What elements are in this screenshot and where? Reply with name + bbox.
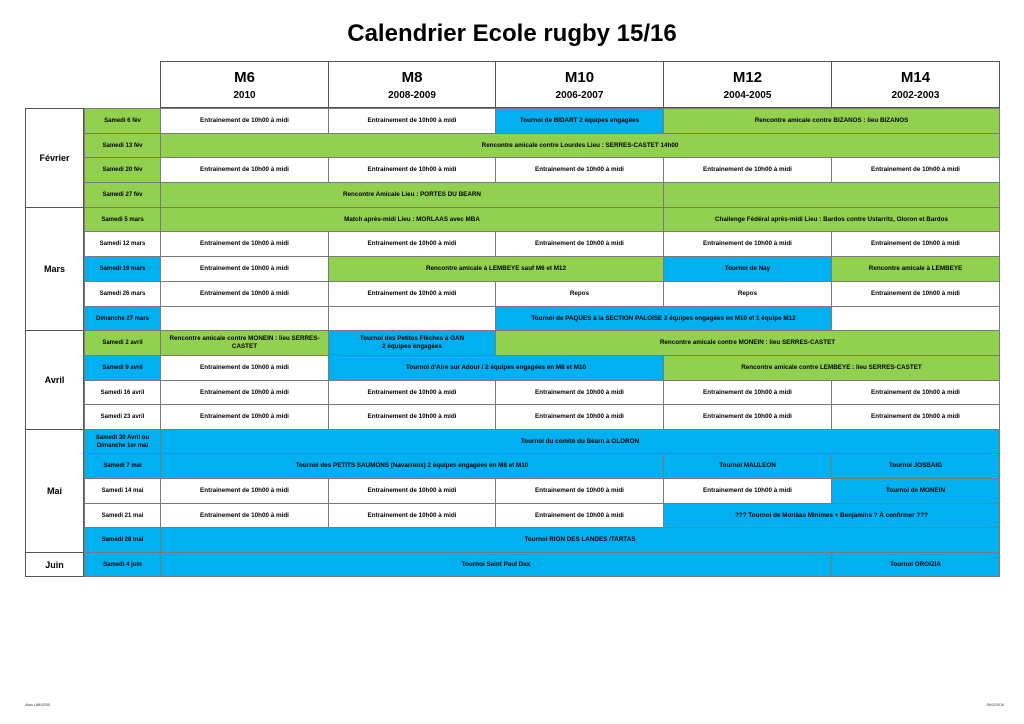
event-cell: Tournoi de BIDART 2 équipes engagées [495, 108, 664, 134]
header-m14 [831, 61, 1000, 108]
event-cell: Tournoi du comité du Béarn à OLORON [160, 429, 1000, 454]
event-cell: Entrainement de 10h00 à midi [663, 231, 832, 257]
event-cell: Entrainement de 10h00 à midi [663, 404, 832, 430]
event-cell: Entrainement de 10h00 à midi [495, 503, 664, 528]
event-cell: ??? Tournoi de Morlàas Minimes + Benjamins ? À confirmer ??? [663, 503, 1000, 528]
event-cell: Entrainement de 10h00 à midi [160, 281, 329, 307]
event-cell: Entrainement de 10h00 à midi [160, 355, 329, 381]
event-cell: Entrainement de 10h00 à midi [160, 256, 329, 282]
category-name: M8 [401, 69, 423, 86]
month-février: Février [25, 108, 84, 208]
event-cell [831, 306, 1000, 331]
date-cell: Samedi 9 avril [84, 355, 161, 381]
event-cell: Tournoi OROIZIA [831, 552, 1000, 577]
event-cell: Entrainement de 10h00 à midi [160, 503, 329, 528]
date-cell: Samedi 16 avril [84, 380, 161, 405]
category-years: 2010 [233, 90, 256, 101]
event-cell: Rencontre amicale à LEMBEYE sauf M6 et M12 [328, 256, 664, 282]
event-cell: Entrainement de 10h00 à midi [663, 380, 832, 405]
month-mai: Mai [25, 429, 84, 553]
event-cell: Entrainement de 10h00 à midi [495, 231, 664, 257]
date-cell: Samedi 19 mars [84, 256, 161, 282]
event-cell: Tournoi de PAQUES à la SECTION PALOISE 2 équipes engagées en M10 et 1 équipe M12 [495, 306, 832, 331]
month-avril: Avril [25, 330, 84, 430]
event-cell: Entrainement de 10h00 à midi [328, 503, 496, 528]
event-cell: Tournoi de MONEIN [831, 478, 1000, 504]
event-cell: Tournoi des PETITS SAUMONS (Navarrenx) 2 équipes engagées en M8 et M10 [160, 453, 664, 479]
date-cell: Samedi 20 fév [84, 157, 161, 183]
header-m10 [495, 61, 664, 108]
event-cell: Tournoi RION DES LANDES /TARTAS [160, 527, 1000, 553]
month-mars: Mars [25, 207, 84, 331]
date-cell: Samedi 12 mars [84, 231, 161, 257]
event-cell: Entrainement de 10h00 à midi [160, 478, 329, 504]
event-cell: Entrainement de 10h00 à midi [831, 380, 1000, 405]
category-name: M14 [900, 69, 931, 86]
date-cell: Samedi 2 avril [84, 330, 161, 356]
footer-date: 05/02/2016 [986, 703, 1004, 707]
event-cell: Entrainement de 10h00 à midi [831, 157, 1000, 183]
event-cell: Challenge Fédéral après-midi Lieu : Bardos contre Ustarritz, Oloron et Bardos [663, 207, 1000, 232]
event-cell: Entrainement de 10h00 à midi [831, 231, 1000, 257]
footer-author: Alain LABORDE [25, 703, 51, 707]
event-cell: Entrainement de 10h00 à midi [160, 108, 329, 134]
event-cell [663, 182, 1000, 208]
category-years: 2004-2005 [723, 90, 772, 101]
event-cell: Entrainement de 10h00 à midi [495, 478, 664, 504]
event-cell: Tournoi MAULEON [663, 453, 832, 479]
date-cell: Dimanche 27 mars [84, 306, 161, 331]
header-m12 [663, 61, 832, 108]
event-cell: Rencontre Amicale Lieu : PORTES DU BEARN [160, 182, 664, 208]
event-cell: Tournoi JOSBAIG [831, 453, 1000, 479]
event-cell: Entrainement de 10h00 à midi [328, 231, 496, 257]
date-cell: Samedi 27 fév [84, 182, 161, 208]
header-m6 [160, 61, 329, 108]
date-cell: Samedi 4 juin [84, 552, 161, 577]
event-cell: Match après-midi Lieu : MORLAAS avec MBA [160, 207, 664, 232]
event-cell: Rencontre amicale contre Lourdes Lieu : SERRES-CASTET 14h00 [160, 133, 1000, 158]
event-cell: Entrainement de 10h00 à midi [328, 108, 496, 134]
date-cell: Samedi 14 mai [84, 478, 161, 504]
date-cell: Samedi 6 fév [84, 108, 161, 134]
event-cell: Entrainement de 10h00 à midi [328, 380, 496, 405]
event-cell: Rencontre amicale à LEMBEYE [831, 256, 1000, 282]
event-cell: Rencontre amicale contre MONEIN : lieu SERRES-CASTET [160, 330, 329, 356]
category-name: M10 [564, 69, 595, 86]
event-cell: Rencontre amicale contre BIZANOS : lieu BIZANOS [663, 108, 1000, 134]
event-cell: Entrainement de 10h00 à midi [495, 157, 664, 183]
event-cell: Entrainement de 10h00 à midi [495, 404, 664, 430]
event-cell: Repos [663, 281, 832, 307]
category-years: 2008-2009 [388, 90, 436, 101]
event-cell: Entrainement de 10h00 à midi [663, 157, 832, 183]
event-cell: Tournoi des Petites Flèches à GAN 2 équipes engagées [328, 330, 496, 356]
date-cell: Samedi 7 mai [84, 453, 161, 479]
category-years: 2006-2007 [555, 90, 604, 101]
date-cell: Samedi 5 mars [84, 207, 161, 232]
date-cell: Samedi 26 mars [84, 281, 161, 307]
date-cell: Samedi 13 fév [84, 133, 161, 158]
event-cell: Tournoi Saint Paul Dax [160, 552, 832, 577]
event-cell: Tournoi de Nay [663, 256, 832, 282]
date-cell: Samedi 28 mai [84, 527, 161, 553]
event-cell: Entrainement de 10h00 à midi [495, 380, 664, 405]
date-cell: Samedi 21 mai [84, 503, 161, 528]
event-cell: Rencontre amicale contre MONEIN : lieu SERRES-CASTET [495, 330, 1000, 356]
event-cell: Tournoi d'Aire sur Adour / 2 équipes engagées en M8 et M10 [328, 355, 664, 381]
event-cell [328, 306, 496, 331]
event-cell: Entrainement de 10h00 à midi [663, 478, 832, 504]
event-cell: Entrainement de 10h00 à midi [328, 157, 496, 183]
event-cell [160, 306, 329, 331]
category-name: M12 [732, 69, 763, 86]
date-cell: Samedi 30 Avril ou Dimanche 1er mai [84, 429, 161, 454]
event-cell: Rencontre amicale contre LEMBEYE : lieu SERRES-CASTET [663, 355, 1000, 381]
event-cell: Repos [495, 281, 664, 307]
header-m8 [328, 61, 496, 108]
event-cell: Entrainement de 10h00 à midi [160, 404, 329, 430]
event-cell: Entrainement de 10h00 à midi [328, 478, 496, 504]
page-title: Calendrier Ecole rugby 15/16 [347, 20, 677, 47]
category-years: 2002-2003 [891, 90, 940, 101]
event-cell: Entrainement de 10h00 à midi [160, 380, 329, 405]
event-cell: Entrainement de 10h00 à midi [160, 231, 329, 257]
event-cell: Entrainement de 10h00 à midi [328, 281, 496, 307]
date-cell: Samedi 23 avril [84, 404, 161, 430]
event-cell: Entrainement de 10h00 à midi [160, 157, 329, 183]
event-cell: Entrainement de 10h00 à midi [328, 404, 496, 430]
month-juin: Juin [25, 552, 84, 577]
event-cell: Entrainement de 10h00 à midi [831, 281, 1000, 307]
event-cell: Entrainement de 10h00 à midi [831, 404, 1000, 430]
category-name: M6 [234, 69, 255, 86]
